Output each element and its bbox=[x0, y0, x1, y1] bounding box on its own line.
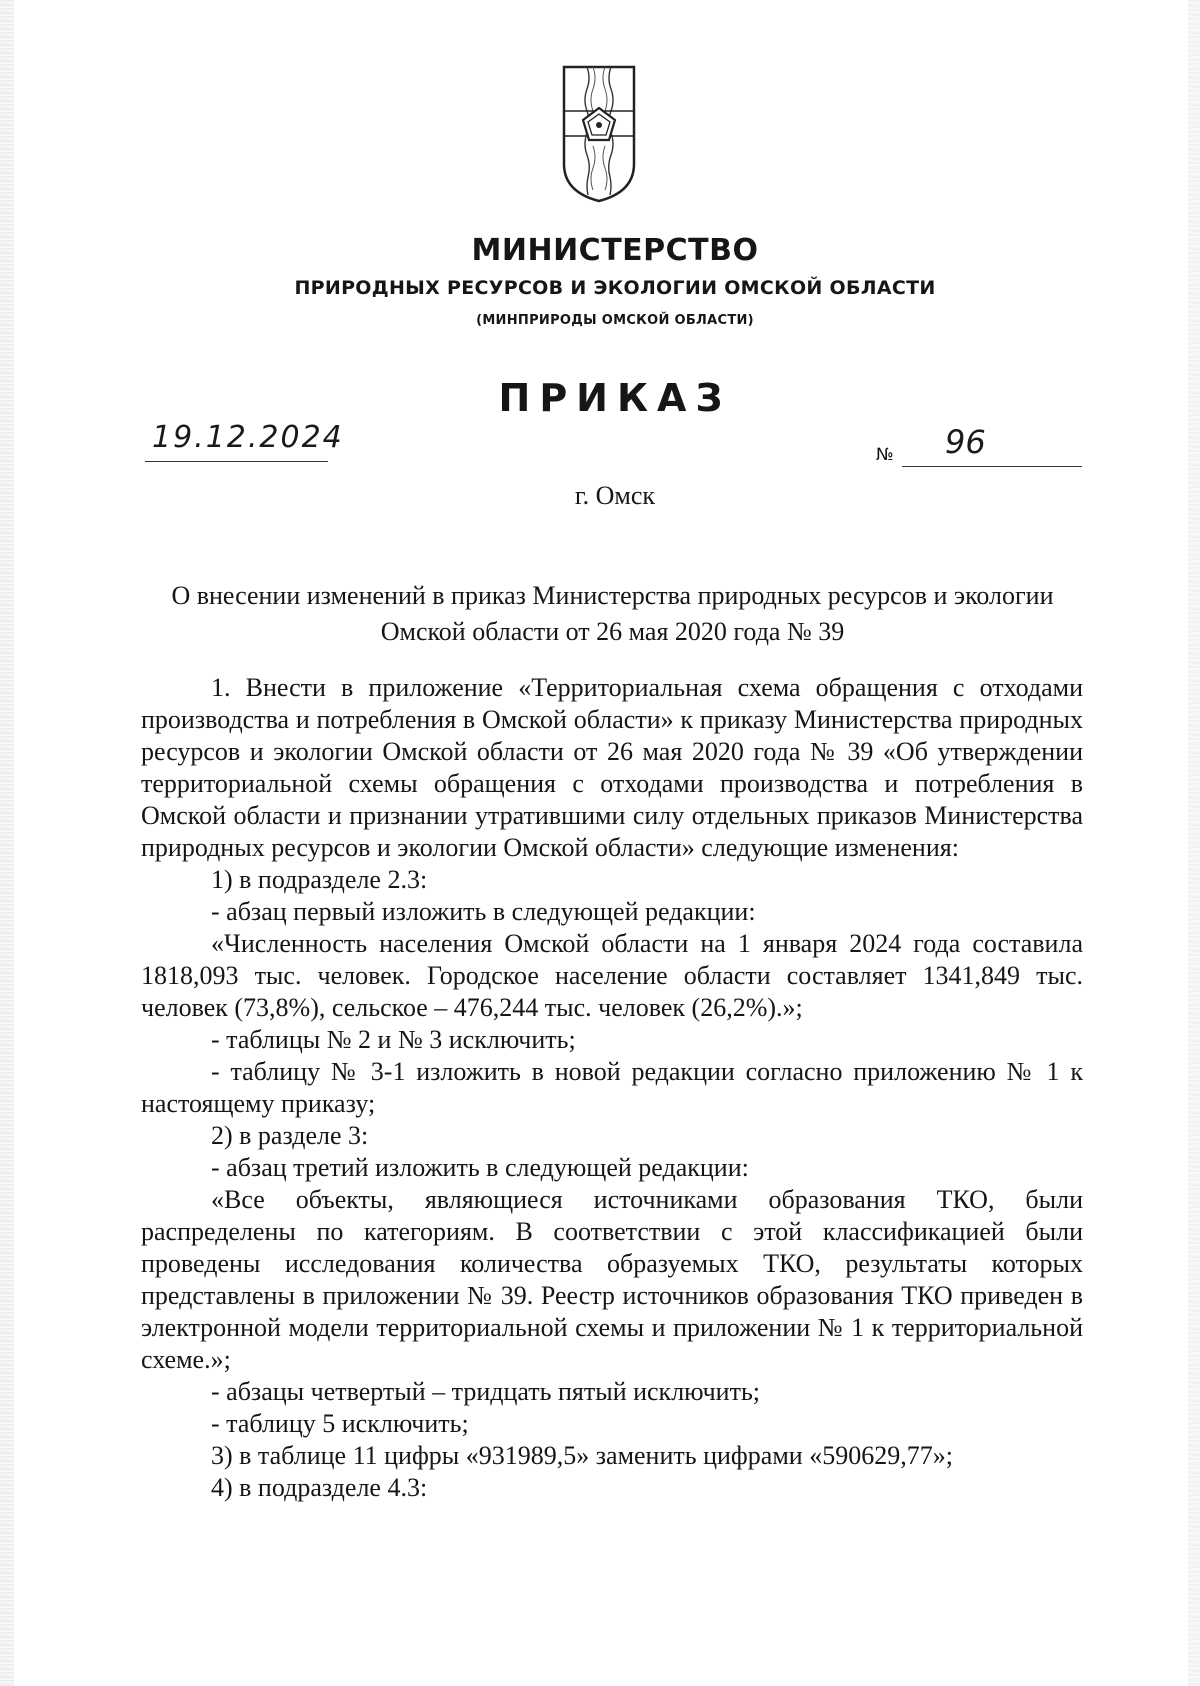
number-underline bbox=[902, 466, 1082, 467]
paragraph: - абзацы четвертый – тридцать пятый исключить; bbox=[211, 1377, 761, 1406]
ministry-short-name: (МИНПРИРОДЫ ОМСКОЙ ОБЛАСТИ) bbox=[476, 313, 754, 328]
paragraph: 2) в разделе 3: bbox=[211, 1121, 369, 1150]
document-date: 19.12.2024 bbox=[152, 420, 344, 455]
paragraph: 4) в подразделе 4.3: bbox=[211, 1473, 428, 1502]
document-body bbox=[141, 672, 1083, 1504]
document-number: 96 bbox=[945, 423, 986, 461]
paragraph: «Численность населения Омской области на 1 января 2024 года составила 1818,093 тыс. человек. Городское население области составляет 1341,849 тыс. человек (73,8%), сельское – 476,244 тыс. человек (26,2%).»; bbox=[141, 929, 1083, 1022]
ministry-subtitle: ПРИРОДНЫХ РЕСУРСОВ И ЭКОЛОГИИ ОМСКОЙ ОБЛАСТИ bbox=[294, 277, 936, 299]
city: г. Омск bbox=[574, 481, 656, 510]
document-title: О внесении изменений в приказ Министерства природных ресурсов и экологии Омской области от 26 мая 2020 года № 39 bbox=[171, 581, 1054, 646]
document-type: ПРИКАЗ bbox=[498, 376, 732, 420]
ministry-title: МИНИСТЕРСТВО bbox=[471, 233, 759, 268]
paragraph: 1) в подразделе 2.3: bbox=[211, 865, 428, 894]
paragraph: - таблицу № 3-1 изложить в новой редакции согласно приложению № 1 к настоящему приказу; bbox=[141, 1057, 1083, 1118]
paragraph: - таблицу 5 исключить; bbox=[211, 1409, 469, 1438]
paragraph: - абзац третий изложить в следующей редакции: bbox=[211, 1153, 749, 1182]
paragraph: - таблицы № 2 и № 3 исключить; bbox=[211, 1025, 576, 1054]
number-label: № bbox=[876, 445, 894, 465]
coat-of-arms-icon bbox=[561, 64, 637, 204]
paragraph: «Все объекты, являющиеся источниками образования ТКО, были распределены по категориям. В соответствии с этой классификацией были проведены исследования количества образуемых ТКО, результаты которых представлены в приложении № 39. Реестр источников образования ТКО приведен в электронной модели территориальной схемы и приложении № 1 к территориальной схеме.»; bbox=[141, 1185, 1083, 1374]
date-underline bbox=[145, 461, 328, 462]
paragraph: 3) в таблице 11 цифры «931989,5» заменить цифрами «590629,77»; bbox=[211, 1441, 953, 1470]
paragraph: - абзац первый изложить в следующей редакции: bbox=[211, 897, 756, 926]
paragraph: 1. Внести в приложение «Территориальная схема обращения с отходами производства и потребления в Омской области» к приказу Министерства природных ресурсов и экологии Омской области от 26 мая 2020 года № 39 «Об утверждении территориальной схемы обращения с отходами производства и потребления в Омской области и признании утратившими силу отдельных приказов Министерства природных ресурсов и экологии Омской области» следующие изменения: bbox=[141, 673, 1083, 862]
